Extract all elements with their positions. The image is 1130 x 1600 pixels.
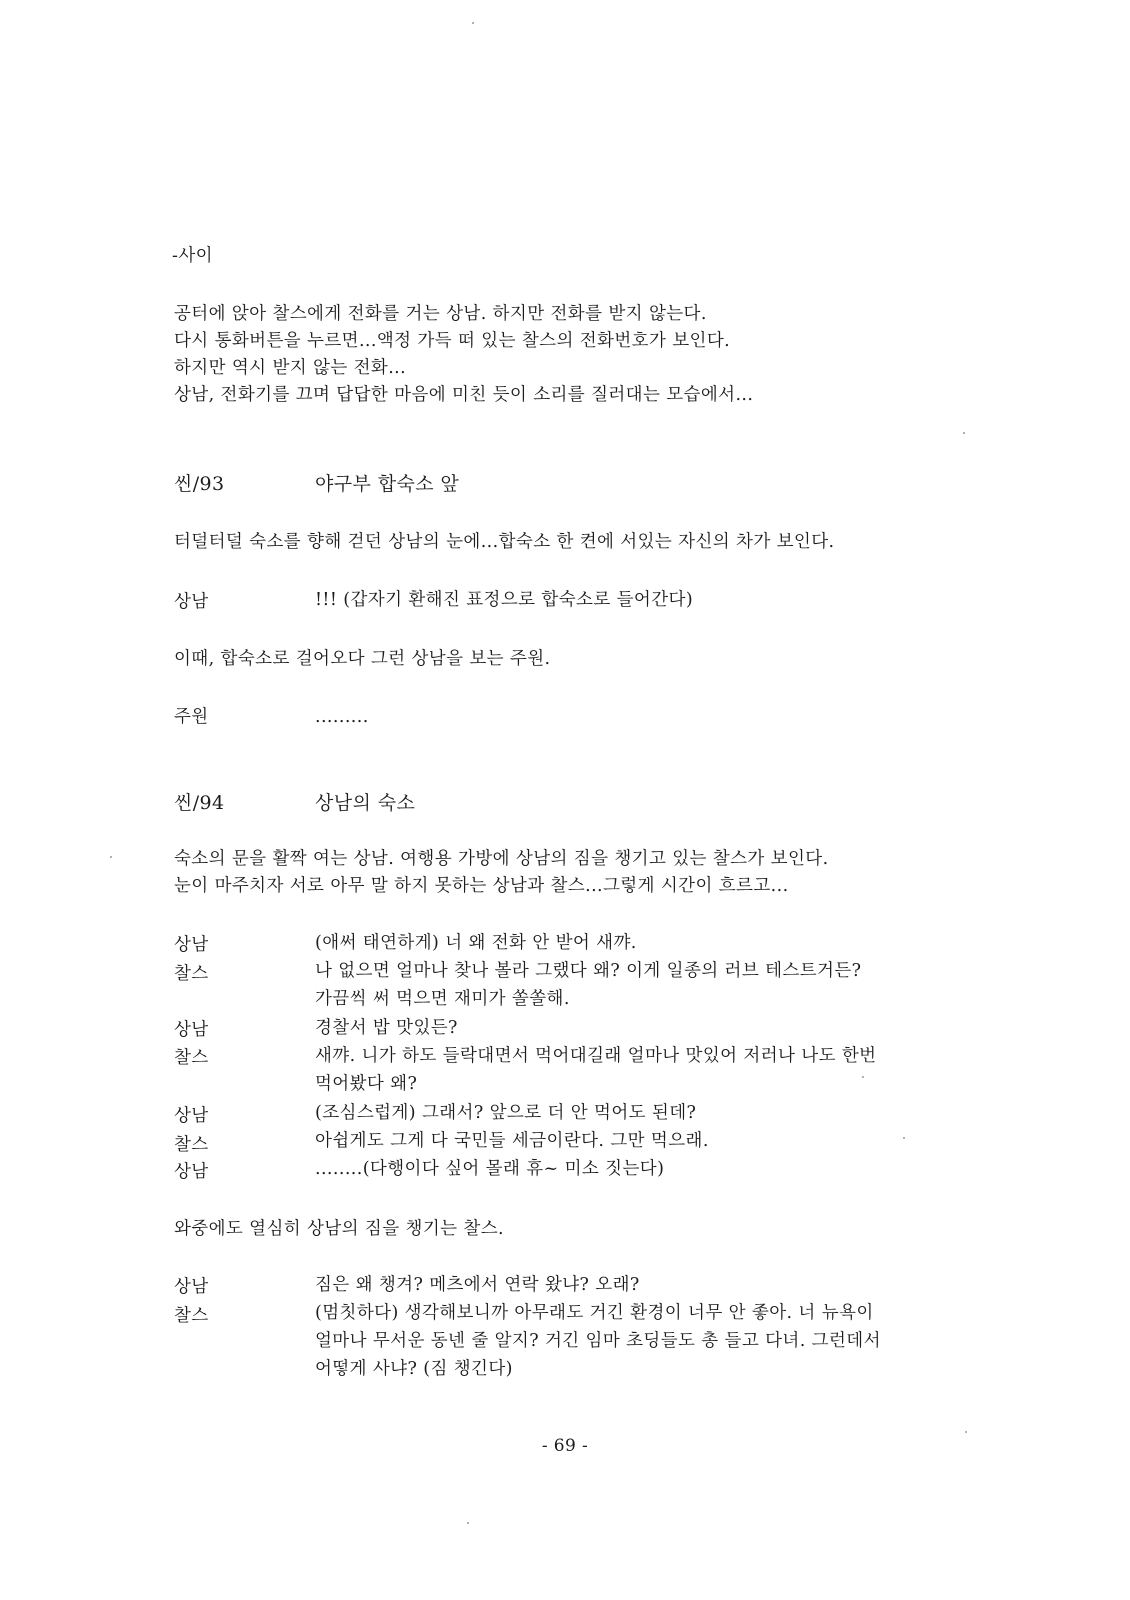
dialogue-line: (애써 태연하게) 너 왜 전화 안 받어 새꺄. [315, 933, 637, 953]
speaker-name: 찰스 [174, 1306, 209, 1326]
speaker-name: 상남 [174, 1277, 209, 1297]
scan-speck [903, 1137, 905, 1139]
scene-title: 상남의 숙소 [315, 792, 416, 814]
dialogue-line: 아쉽게도 그게 다 국민들 세금이란다. 그만 먹으래. [315, 1131, 709, 1151]
paragraph-line: 하지만 역시 받지 않는 전화... [174, 358, 407, 378]
scene-title: 야구부 합숙소 앞 [315, 473, 460, 495]
speaker-name: 상남 [174, 1106, 209, 1126]
dialogue-line: (조심스럽게) 그래서? 앞으로 더 안 먹어도 된데? [315, 1103, 697, 1123]
action-line: 와중에도 열심히 상남의 짐을 챙기는 찰스. [174, 1219, 504, 1239]
section-heading: -사이 [172, 246, 213, 266]
speaker-name: 주원 [174, 707, 209, 727]
scan-speck [110, 856, 112, 858]
scan-speck [965, 1431, 967, 1433]
paragraph-line: 다시 통화버튼을 누르면...액정 가득 떠 있는 찰스의 전화번호가 보인다. [174, 331, 731, 351]
dialogue-line: 가끔씩 써 먹으면 재미가 쏠쏠해. [315, 989, 570, 1009]
action-line: 숙소의 문을 활짝 여는 상남. 여행용 가방에 상남의 짐을 챙기고 있는 찰스가 보인다. [174, 849, 829, 869]
paragraph-line: 공터에 앉아 찰스에게 전화를 거는 상남. 하지만 전화를 받지 않는다. [174, 304, 707, 324]
dialogue-line: 어떻게 사냐? (짐 챙긴다) [315, 1359, 513, 1379]
speaker-name: 상남 [174, 592, 209, 612]
scene-number: 씬/94 [174, 792, 225, 814]
speaker-name: 상남 [174, 1020, 209, 1040]
dialogue-line: ......... [315, 707, 369, 727]
dialogue-line: 새꺄. 니가 하도 들락대면서 먹어대길래 얼마나 맛있어 저러나 나도 한번 [315, 1046, 877, 1066]
speaker-name: 찰스 [174, 964, 209, 984]
action-line: 이때, 합숙소로 걸어오다 그런 상남을 보는 주원. [174, 649, 551, 669]
page-number: - 69 - [541, 1436, 589, 1456]
speaker-name: 찰스 [174, 1135, 209, 1155]
speaker-name: 찰스 [174, 1048, 209, 1068]
dialogue-line: 얼마나 무서운 동넨 줄 알지? 거긴 임마 초딩들도 총 들고 다녀. 그런데서 [315, 1331, 881, 1351]
speaker-name: 상남 [174, 1162, 209, 1182]
scan-speck [472, 22, 474, 24]
action-line: 터덜터덜 숙소를 향해 걷던 상남의 눈에...합숙소 한 켠에 서있는 자신의 차가 보인다. [174, 532, 835, 552]
dialogue-line: 경찰서 밥 맛있든? [315, 1018, 458, 1038]
dialogue-line: 나 없으면 얼마나 찾나 볼라 그랬다 왜? 이게 일종의 러브 테스트거든? [315, 961, 862, 981]
speaker-name: 상남 [174, 935, 209, 955]
scan-speck [467, 1522, 469, 1524]
scene-number: 씬/93 [174, 473, 225, 495]
action-line: 눈이 마주치자 서로 아무 말 하지 못하는 상남과 찰스...그렇게 시간이 흐르고... [174, 876, 789, 896]
scan-speck [963, 432, 965, 434]
dialogue-line: 짐은 왜 챙겨? 메츠에서 연락 왔냐? 오래? [315, 1275, 640, 1295]
dialogue-line: ........(다행이다 싶어 몰래 휴~ 미소 짓는다) [315, 1159, 665, 1179]
paragraph-line: 상남, 전화기를 끄며 답답한 마음에 미친 듯이 소리를 질러대는 모습에서... [174, 385, 754, 405]
dialogue-line: 먹어봤다 왜? [315, 1074, 418, 1094]
scan-speck [862, 1076, 864, 1078]
dialogue-line: (멈칫하다) 생각해보니까 아무래도 거긴 환경이 너무 안 좋아. 너 뉴욕이 [315, 1303, 874, 1323]
dialogue-line: !!! (갑자기 환해진 표정으로 합숙소로 들어간다) [315, 590, 694, 610]
